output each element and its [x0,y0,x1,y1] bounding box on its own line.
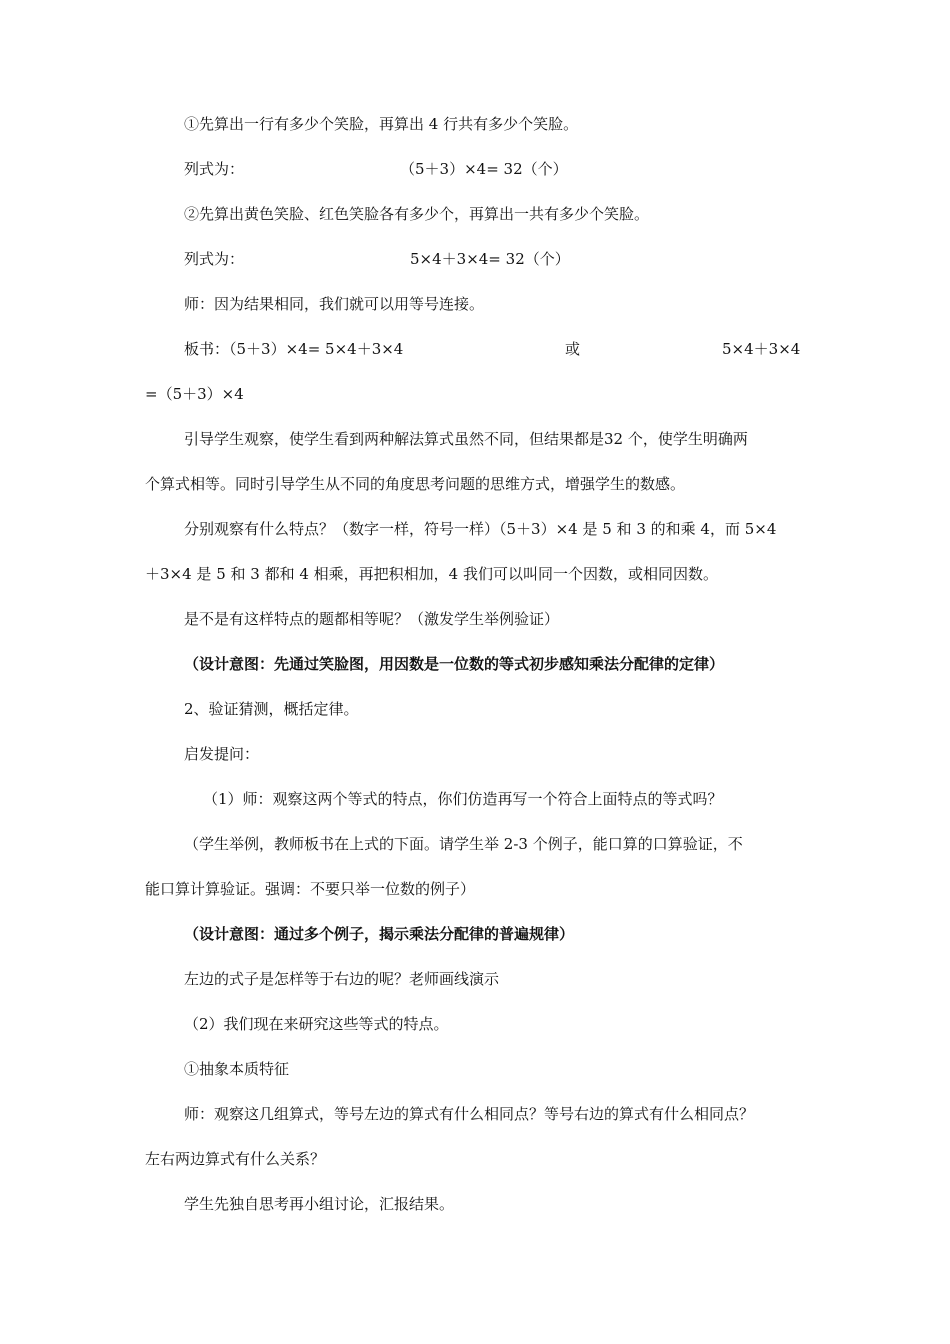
paragraph-features-line2: ＋3×4 是 5 和 3 都和 4 相乘，再把积相加，4 我们可以叫同一个因数，或相同因数。 [145,565,718,583]
blackboard-formula-alt-cont: =（5＋3）×4 [145,385,244,403]
paragraph-prompt: 启发提问： [184,745,260,763]
section-heading-verify: 2、验证猜测，概括定律。 [184,700,359,718]
paragraph-features-line1: 分别观察有什么特点？（数字一样，符号一样）（5＋3）×4 是 5 和 3 的和乘 4，而 5×4 [184,520,777,538]
paragraph-study: （2）我们现在来研究这些等式的特点。 [184,1015,449,1033]
formula-label: 列式为： [184,160,245,178]
formula-one: （5＋3）×4= 32（个） [400,160,568,178]
blackboard-formula: 板书：（5＋3）×4= 5×4＋3×4 [184,340,404,358]
paragraph-teacher-observe: （1）师：观察这两个等式的特点，你们仿造再写一个符合上面特点的等式吗？ [203,790,723,808]
paragraph-left-right: 左边的式子是怎样等于右边的呢？老师画线演示 [184,970,500,988]
paragraph-question: 是不是有这样特点的题都相等呢？（激发学生举例验证） [184,610,560,628]
paragraph-examples-line2: 能口算计算验证。强调：不要只举一位数的例子） [145,880,476,898]
formula-two: 5×4＋3×4= 32（个） [410,250,570,268]
design-intent-one: （设计意图：先通过笑脸图，用因数是一位数的等式初步感知乘法分配律的定律） [184,655,725,673]
paragraph-guide-line1: 引导学生观察，使学生看到两种解法算式虽然不同，但结果都是32 个，使学生明确两 [184,430,748,448]
paragraph-method-one: ①先算出一行有多少个笑脸，再算出 4 行共有多少个笑脸。 [184,115,579,133]
paragraph-observe-groups-line1: 师：观察这几组算式，等号左边的算式有什么相同点？等号右边的算式有什么相同点？ [184,1105,755,1123]
paragraph-teacher-equal: 师：因为结果相同，我们就可以用等号连接。 [184,295,485,313]
paragraph-method-two: ②先算出黄色笑脸、红色笑脸各有多少个，再算出一共有多少个笑脸。 [184,205,650,223]
paragraph-abstract: ①抽象本质特征 [184,1060,290,1078]
formula-label: 列式为： [184,250,245,268]
paragraph-discussion: 学生先独自思考再小组讨论，汇报结果。 [184,1195,455,1213]
paragraph-observe-groups-line2: 左右两边算式有什么关系？ [145,1150,326,1168]
blackboard-or: 或 [565,340,581,358]
blackboard-formula-alt: 5×4＋3×4 [722,340,801,358]
paragraph-examples-line1: （学生举例，教师板书在上式的下面。请学生举 2-3 个例子，能口算的口算验证，不 [184,835,743,853]
design-intent-two: （设计意图：通过多个例子，揭示乘法分配律的普遍规律） [184,925,575,943]
paragraph-guide-line2: 个算式相等。同时引导学生从不同的角度思考问题的思维方式，增强学生的数感。 [145,475,686,493]
